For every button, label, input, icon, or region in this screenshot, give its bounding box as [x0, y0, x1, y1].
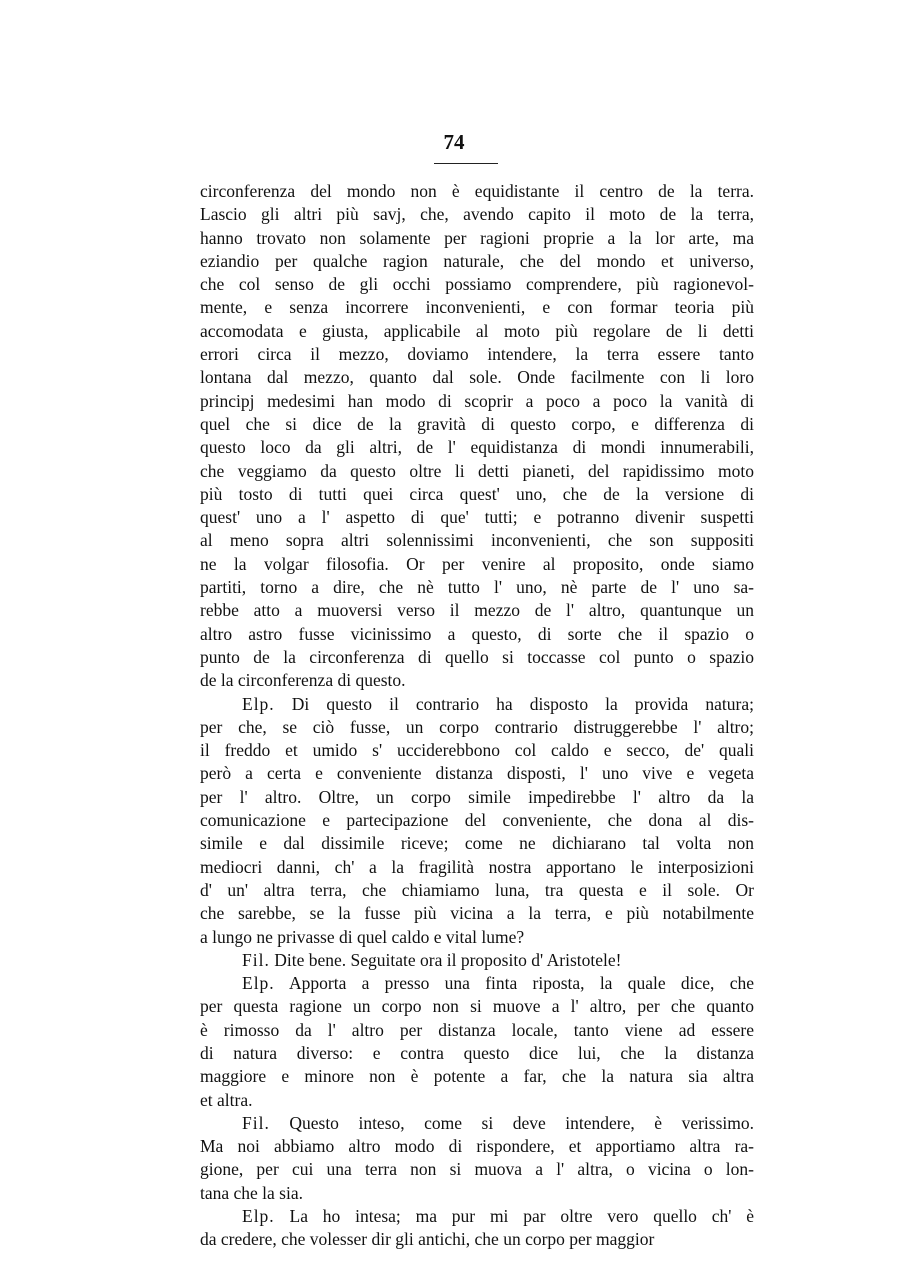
line-text: Di questo il contrario ha disposto la provida natura;: [291, 693, 754, 714]
line-text: punto de la circonferenza di quello si toccasse col punto o spazio: [200, 646, 754, 667]
speaker-label: Fil.: [242, 949, 270, 970]
line-text: a lungo ne privasse di quel caldo e vital lume?: [200, 926, 525, 947]
page-number: 74: [443, 130, 465, 154]
text-line: [200, 529, 754, 552]
paragraph: [200, 693, 754, 949]
text-line: [200, 273, 754, 296]
line-text: per che, se ciò fusse, un corpo contrario distruggerebbe l' altro;: [200, 716, 754, 737]
line-text: errori circa il mezzo, doviamo intendere, la terra essere tanto: [200, 344, 754, 365]
line-text: più tosto di tutti quei circa quest' uno, che de la versione di: [200, 483, 754, 504]
text-line: [200, 1112, 754, 1135]
line-text: Ma noi abbiamo altro modo di rispondere, et apportiamo altra ra-: [200, 1136, 754, 1157]
text-line: [200, 693, 754, 716]
text-line: [200, 320, 754, 343]
text-line: [200, 553, 754, 576]
line-text: altro astro fusse vicinissimo a questo, di sorte che il spazio o: [200, 623, 754, 644]
line-text: hanno trovato non solamente per ragioni proprie a la lor arte, ma: [200, 227, 754, 248]
line-text: questo loco da gli altri, de l' equidistanza di mondi innumerabili,: [200, 437, 754, 458]
line-text: che veggiamo da questo oltre li detti pianeti, del rapidissimo moto: [200, 460, 754, 481]
line-text: d' un' altra terra, che chiamiamo luna, tra questa e il sole. Or: [200, 879, 754, 900]
line-text: Dite bene. Seguitate ora il proposito d' Aristotele!: [274, 949, 622, 970]
line-text: simile e dal dissimile riceve; come ne dichiarano tal volta non: [200, 833, 754, 854]
speaker-label: Elp.: [242, 1206, 275, 1227]
line-text: La ho intesa; ma pur mi par oltre vero quello ch' è: [289, 1206, 755, 1227]
line-text: gione, per cui una terra non si muova a l' altra, o vicina o lon-: [200, 1159, 754, 1180]
speaker-label: Elp.: [242, 693, 275, 714]
text-line: [200, 390, 754, 413]
line-text: mediocri danni, ch' a la fragilità nostra apportano le interposizioni: [200, 856, 754, 877]
line-text: quel che si dice de la gravità di questo corpo, e differenza di: [200, 413, 754, 434]
line-text: mente, e senza incorrere inconvenienti, e con formar teoria più: [200, 297, 754, 318]
text-line: [200, 716, 754, 739]
paragraph: [200, 949, 754, 972]
text-line: [200, 902, 754, 925]
line-text: comunicazione e partecipazione del conveniente, che dona al dis-: [200, 810, 754, 831]
text-line: [200, 576, 754, 599]
text-line: [200, 413, 754, 436]
line-text: circonferenza del mondo non è equidistante il centro de la terra.: [200, 181, 754, 201]
line-text: Apporta a presso una finta riposta, la quale dice, che: [289, 973, 754, 994]
line-text: però a certa e conveniente distanza disposti, l' uno vive e vegeta: [200, 763, 754, 784]
text-line: [200, 972, 754, 995]
line-text: di natura diverso: e contra questo dice lui, che la distanza: [200, 1042, 754, 1063]
line-text: partiti, torno a dire, che nè tutto l' uno, nè parte de l' uno sa-: [200, 577, 754, 598]
text-line: [200, 786, 754, 809]
text-line: [200, 1228, 754, 1251]
line-text: ne la volgar filosofia. Or per venire al proposito, onde siamo: [200, 553, 754, 574]
text-line: [200, 1065, 754, 1088]
line-text: che sarebbe, se la fusse più vicina a la terra, e più notabilmente: [200, 903, 754, 924]
line-text: che col senso de gli occhi possiamo comprendere, più ragionevol-: [200, 274, 754, 295]
text-line: [200, 856, 754, 879]
text-line: [200, 296, 754, 319]
line-text: et altra.: [200, 1089, 253, 1110]
text-line: [200, 739, 754, 762]
text-line: [200, 1135, 754, 1158]
text-line: [200, 460, 754, 483]
text-line: [200, 1019, 754, 1042]
text-line: [200, 506, 754, 529]
text-line: [200, 483, 754, 506]
text-line: [200, 1089, 754, 1112]
line-text: Questo inteso, come si deve intendere, è verissimo.: [289, 1112, 754, 1133]
paragraph: [200, 180, 754, 693]
line-text: de la circonferenza di questo.: [200, 670, 406, 691]
text-line: [200, 203, 754, 226]
paragraph: [200, 1205, 754, 1252]
line-text: lontana dal mezzo, quanto dal sole. Onde facilmente con li loro: [200, 367, 754, 388]
line-text: accomodata e giusta, applicabile al moto più regolare de li detti: [200, 320, 754, 341]
text-line: [200, 926, 754, 949]
text-line: [200, 623, 754, 646]
text-line: [200, 1158, 754, 1181]
text-line: [200, 180, 754, 203]
text-line: [200, 366, 754, 389]
line-text: quest' uno a l' aspetto di que' tutti; e potranno divenir suspetti: [200, 507, 754, 528]
paragraph: [200, 972, 754, 1112]
line-text: al meno sopra altri solennissimi inconvenienti, che son suppositi: [200, 530, 754, 551]
text-line: [200, 949, 754, 972]
page-number-rule: [434, 163, 498, 164]
line-text: maggiore e minore non è potente a far, che la natura sia altra: [200, 1066, 754, 1087]
line-text: per questa ragione un corpo non si muove a l' altro, per che quanto: [200, 996, 754, 1017]
text-line: [200, 879, 754, 902]
paragraph: [200, 1112, 754, 1205]
text-line: [200, 250, 754, 273]
line-text: eziandio per qualche ragion naturale, che del mondo et universo,: [200, 250, 754, 271]
line-text: rebbe atto a muoversi verso il mezzo de l' altro, quantunque un: [200, 600, 754, 621]
line-text: tana che la sia.: [200, 1182, 304, 1203]
text-line: [200, 669, 754, 692]
line-text: per l' altro. Oltre, un corpo simile impedirebbe l' altro da la: [200, 786, 754, 807]
text-line: [200, 436, 754, 459]
text-line: [200, 227, 754, 250]
text-line: [200, 1205, 754, 1228]
text-line: [200, 832, 754, 855]
line-text: principj medesimi han modo di scoprir a poco a poco la vanità di: [200, 390, 754, 411]
speaker-label: Elp.: [242, 973, 275, 994]
text-line: [200, 343, 754, 366]
text-line: [200, 809, 754, 832]
line-text: il freddo et umido s' ucciderebbono col caldo e secco, de' quali: [200, 740, 754, 761]
line-text: Lascio gli altri più savj, che, avendo capito il moto de la terra,: [200, 204, 754, 225]
page-body-text: [200, 180, 754, 1252]
text-line: [200, 995, 754, 1018]
text-line: [200, 1042, 754, 1065]
line-text: da credere, che volesser dir gli antichi, che un corpo per maggior: [200, 1229, 655, 1250]
text-line: [200, 1182, 754, 1205]
line-text: è rimosso da l' altro per distanza locale, tanto viene ad essere: [200, 1019, 754, 1040]
text-line: [200, 646, 754, 669]
text-line: [200, 599, 754, 622]
speaker-label: Fil.: [242, 1112, 270, 1133]
text-line: [200, 762, 754, 785]
